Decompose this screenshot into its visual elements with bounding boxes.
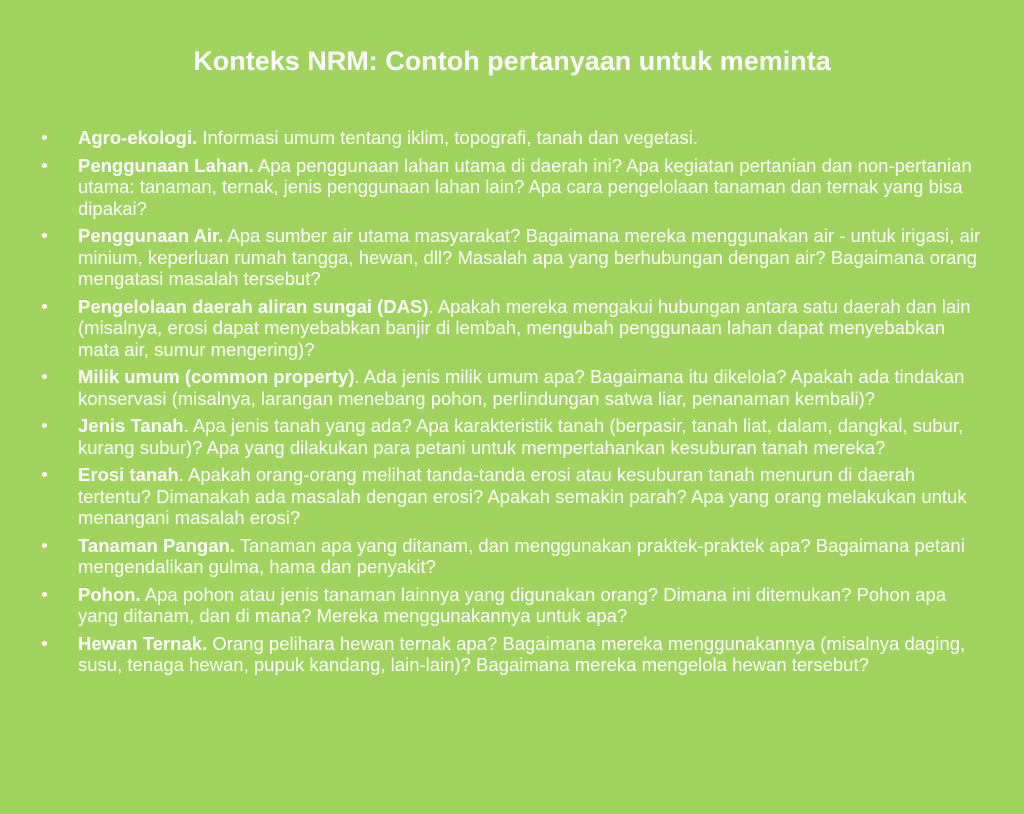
list-item <box>40 633 990 676</box>
list-item <box>40 584 990 627</box>
bullet-text: . Apa jenis tanah yang ada? Apa karakteristik tanah (berpasir, tanah liat, dalam, dangkal, subur, kurang subur)? Apa yang dilakukan para petani untuk mempertahankan kesuburan tanah mereka? <box>78 415 964 458</box>
bullet-lead: Penggunaan Lahan. <box>78 154 254 176</box>
bullet-text: Orang pelihara hewan ternak apa? Bagaimana mereka menggunakannya (misalnya daging, susu, tenaga hewan, pupuk kandang, lain-lain)? Bagaimana mereka mengelola hewan tersebut? <box>78 632 966 676</box>
bullet-icon <box>42 472 47 477</box>
bullet-text: Apa pohon atau jenis tanaman lainnya yang digunakan orang? Dimana ini ditemukan? Pohon apa yang ditanam, dan di mana? Mereka menggunakannya untuk apa? <box>78 583 947 627</box>
list-item <box>40 225 990 290</box>
bullet-text: Informasi umum tentang iklim, topografi, tanah dan vegetasi. <box>197 127 699 149</box>
list-item <box>40 535 990 578</box>
bullet-icon <box>42 233 47 238</box>
list-item <box>40 464 990 529</box>
bullet-lead: Pengelolaan daerah aliran sungai (DAS) <box>78 295 429 317</box>
bullet-icon <box>42 163 47 168</box>
bullet-lead: Tanaman Pangan. <box>78 534 235 556</box>
bullet-text: Apa penggunaan lahan utama di daerah ini? Apa kegiatan pertanian dan non-pertanian utama: tanaman, ternak, jenis penggunaan lahan lain? Apa cara pengelolaan tanaman dan ternak yang bisa dipakai? <box>78 154 972 219</box>
bullet-lead: Penggunaan Air. <box>78 225 224 247</box>
bullet-icon <box>42 135 47 140</box>
list-item <box>40 415 990 458</box>
bullet-lead: Milik umum (common property) <box>78 366 355 388</box>
bullet-lead: Erosi tanah <box>78 464 179 486</box>
bullet-text: . Apakah orang-orang melihat tanda-tanda erosi atau kesuburan tanah menurun di daerah tertentu? Dimanakah ada masalah dengan erosi? Apakah semakin parah? Apa yang orang melakukan untuk menangani masalah erosi? <box>78 464 967 529</box>
bullet-lead: Jenis Tanah <box>78 415 184 437</box>
bullet-icon <box>42 592 47 597</box>
bullet-lead: Hewan Ternak. <box>78 632 208 654</box>
bullet-icon <box>42 423 47 428</box>
bullet-text: . Ada jenis milik umum apa? Bagaimana itu dikelola? Apakah ada tindakan konservasi (misalnya, larangan menebang pohon, perlindungan satwa liar, penanaman kembali)? <box>78 366 965 409</box>
bullet-text: Apa sumber air utama masyarakat? Bagaimana mereka menggunakan air - untuk irigasi, air minium, keperluan rumah tangga, hewan, dll? Masalah apa yang berhubungan dengan air? Bagaimana orang mengatasi masalah tersebut? <box>78 225 981 290</box>
slide-title: Konteks NRM: Contoh pertanyaan untuk meminta <box>193 46 831 76</box>
list-item <box>40 127 990 149</box>
bullet-list <box>40 127 990 676</box>
list-item <box>40 296 990 361</box>
bullet-lead: Pohon. <box>78 583 141 605</box>
bullet-icon <box>42 641 47 646</box>
list-item <box>40 155 990 220</box>
bullet-icon <box>42 374 47 379</box>
slide <box>0 46 1024 814</box>
list-item <box>40 366 990 409</box>
bullet-text: Tanaman apa yang ditanam, dan menggunakan praktek-praktek apa? Bagaimana petani mengendalikan gulma, hama dan penyakit? <box>78 534 965 578</box>
bullet-icon <box>42 543 47 548</box>
bullet-text: . Apakah mereka mengakui hubungan antara satu daerah dan lain (misalnya, erosi dapat menyebabkan banjir di lembah, mengubah penggunaan lahan dapat menyebabkan mata air, sumur mengering)? <box>78 295 971 360</box>
bullet-icon <box>42 304 47 309</box>
bullet-lead: Agro-ekologi. <box>78 127 198 149</box>
